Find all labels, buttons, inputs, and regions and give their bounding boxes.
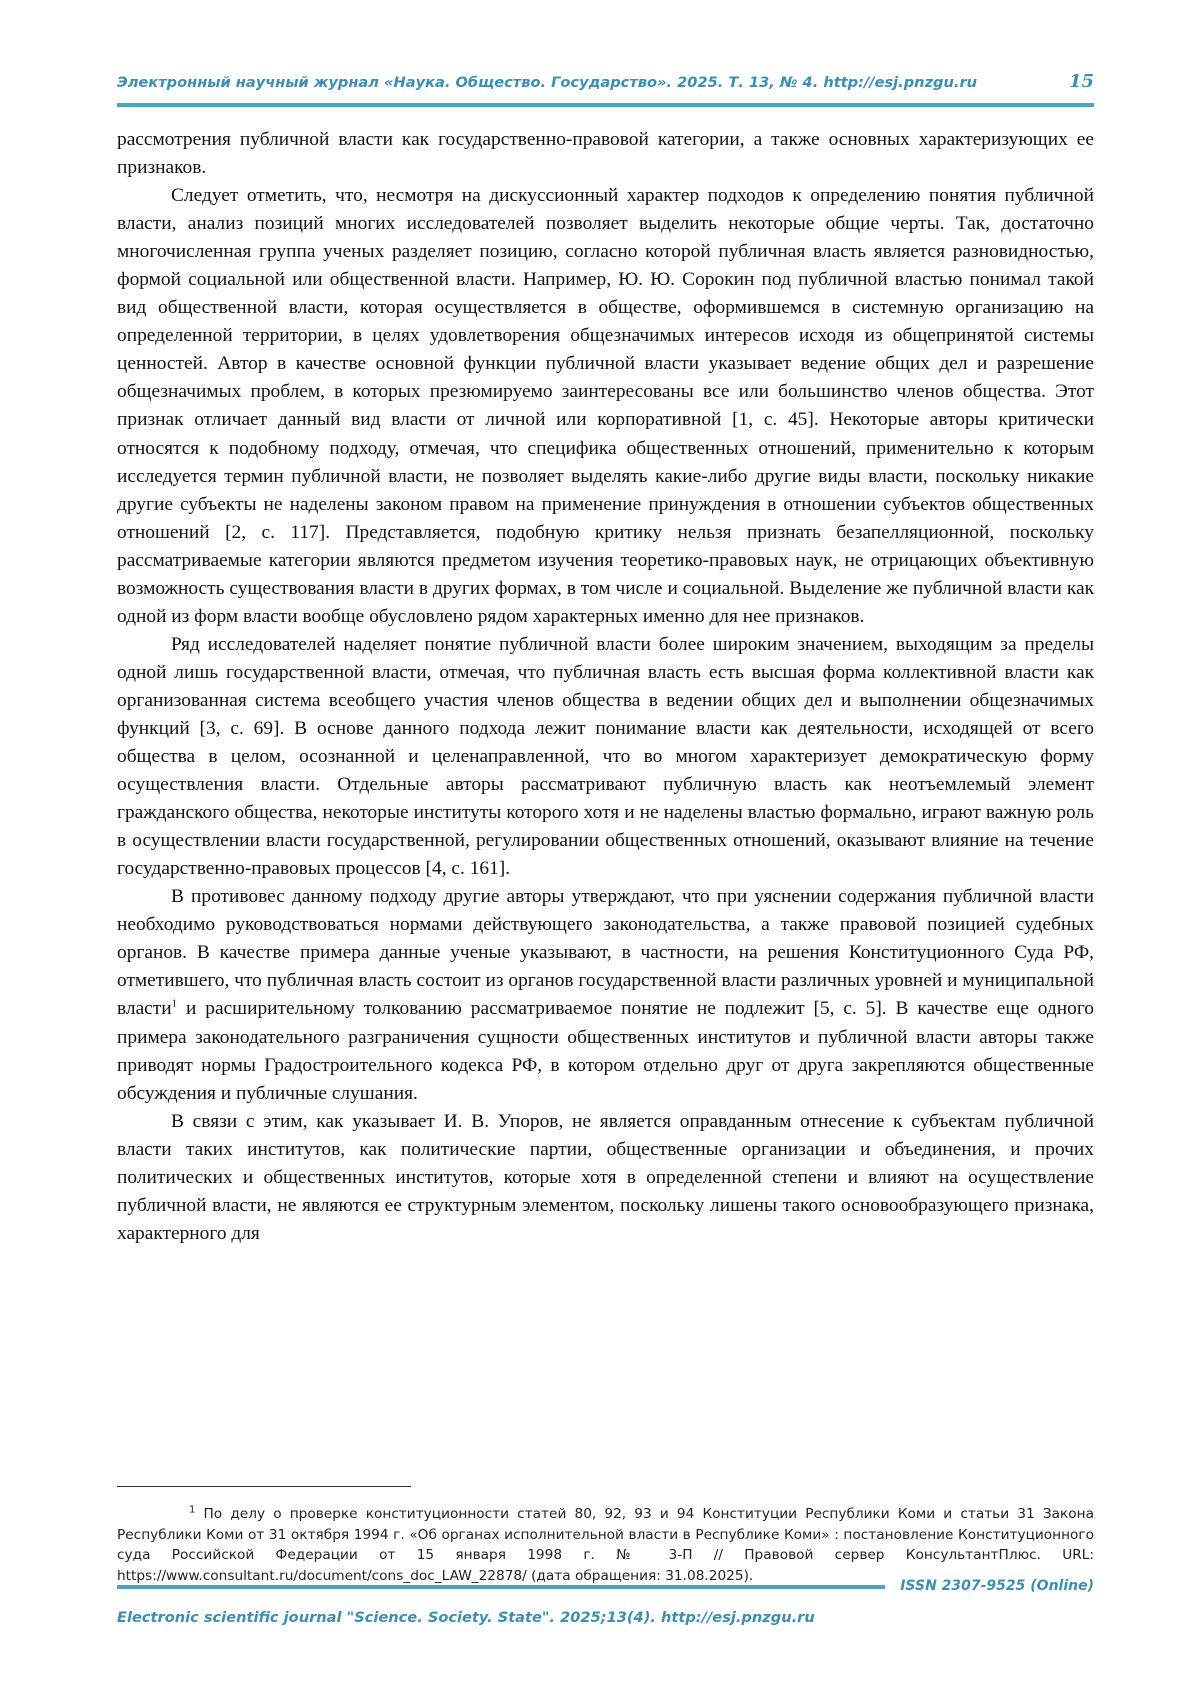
- footnote-mark: 1: [189, 1504, 196, 1516]
- footnote-separator: [117, 1486, 411, 1487]
- paragraph-4-part-1: В противовес данному подходу другие авторы утверждают, что при уяснении содержания публичной власти необходимо руководствоваться нормами действующего законодательства, а также правовой позицией судебных органов. В качестве примера данные ученые указывают, в частности, на решения Конституционного Суда РФ, отметившего, что публичная власть состоит из органов государственной власти различных уровней и муниципальной власти: [117, 886, 1094, 1020]
- running-header: [117, 66, 1094, 110]
- article-body: [117, 126, 1094, 1248]
- paragraph-3: Ряд исследователей наделяет понятие публичной власти более широким значением, выходящим за пределы одной лишь государственной власти, отмечая, что публичная власть есть высшая форма коллективной власти как организованная система всеобщего участия членов общества в ведении общих дел и выполнении общезначимых функций [3, с. 69]. В основе данного подхода лежит понимание власти как деятельности, исходящей от всего общества в целом, осознанной и целенаправленной, что во многом характеризует демократическую форму осуществления власти. Отдельные авторы рассматривают публичную власть как неотъемлемый элемент гражданского общества, некоторые институты которого хотя и не наделены властью формально, играют важную роль в осуществлении власти государственной, регулировании общественных отношений, оказывают влияние на течение государственно-правовых процессов [4, с. 161].: [117, 633, 1094, 880]
- footer-divider: [117, 1585, 885, 1589]
- paragraph-1: рассмотрения публичной власти как государственно-правовой категории, а также основных характеризующих ее признаков.: [117, 129, 1094, 179]
- footnote-reference[interactable]: 1: [171, 997, 178, 1010]
- footer-issn: ISSN 2307-9525 (Online): [900, 1578, 1094, 1594]
- header-divider: [117, 103, 1094, 107]
- paragraph-2: Следует отметить, что, несмотря на дискуссионный характер подходов к определению понятия публичной власти, анализ позиций многих исследователей позволяет выделить некоторые общие черты. Так, достаточно многочисленная группа ученых разделяет позицию, согласно которой публичная власть является разновидностью, формой социальной или общественной власти. Например, Ю. Ю. Сорокин под публичной властью понимал такой вид общественной власти, которая осуществляется в обществе, оформившемся в системную организацию на определенной территории, в целях удовлетворения общезначимых интересов исходя из общепринятой системы ценностей. Автор в качестве основной функции публичной власти указывает ведение общих дел и разрешение общезначимых проблем, в которых презюмируемо заинтересованы все или большинство членов общества. Этот признак отличает данный вид власти от личной или корпоративной [1, с. 45]. Некоторые авторы критически относятся к подобному подходу, отмечая, что специфика общественных отношений, применительно к которым исследуется термин публичной власти, не позволяет выделять какие-либо другие виды власти, поскольку никакие другие субъекты не наделены законом правом на применение принуждения в отношении субъектов общественных отношений [2, с. 117]. Представляется, подобную критику нельзя признать безапелляционной, поскольку рассматриваемые категории являются предметом изучения теоретико-правовых наук, не отрицающих объективную возможность существования власти в других формах, в том числе и социальной. Выделение же публичной власти как одной из форм власти вообще обусловлено рядом характерных именно для нее признаков.: [117, 185, 1094, 627]
- paragraph-4: [117, 883, 1094, 1107]
- paragraph-4-part-2: и расширительному толкованию рассматриваемое понятие не подлежит [5, с. 5]. В качестве еще одного примера законодательного разграничения сущности общественных институтов и публичной власти авторы также приводят нормы Градостроительного кодекса РФ, в котором отдельно друг от друга закрепляются общественные обсуждения и публичные слушания.: [117, 998, 1094, 1104]
- footer-journal-title: Electronic scientific journal "Science. Society. State". 2025;13(4). http://esj.pnzgu.ru: [117, 1609, 815, 1626]
- footnote-text: По делу о проверке конституционности статей 80, 92, 93 и 94 Конституции Республики Коми и статьи 31 Закона Республики Коми от 31 октября 1994 г. «Об органах исполнительной власти в Республике Коми» : постановление Конституционного суда Российской Федерации от 15 января 1998 г. № 3-П // Правовой сервер КонсультантПлюс. URL: https://www.consultant.ru/document/cons_doc_LAW_22878/ (дата обращения: 31.08.2025).: [117, 1506, 1094, 1584]
- header-journal-title: Электронный научный журнал «Наука. Общество. Государство». 2025. Т. 13, № 4. http://esj.pnzgu.ru: [117, 74, 978, 91]
- paragraph-5: В связи с этим, как указывает И. В. Упоров, не является оправданным отнесение к субъектам публичной власти таких институтов, как политические партии, общественные организации и объединения, и прочих политических и общественных институтов, которые хотя в определенной степени и влияют на осуществление публичной власти, не являются ее структурным элементом, поскольку лишены такого основообразующего признака, характерного для: [117, 1110, 1094, 1244]
- page-number: 15: [1068, 71, 1094, 92]
- footnote: [117, 1504, 1094, 1586]
